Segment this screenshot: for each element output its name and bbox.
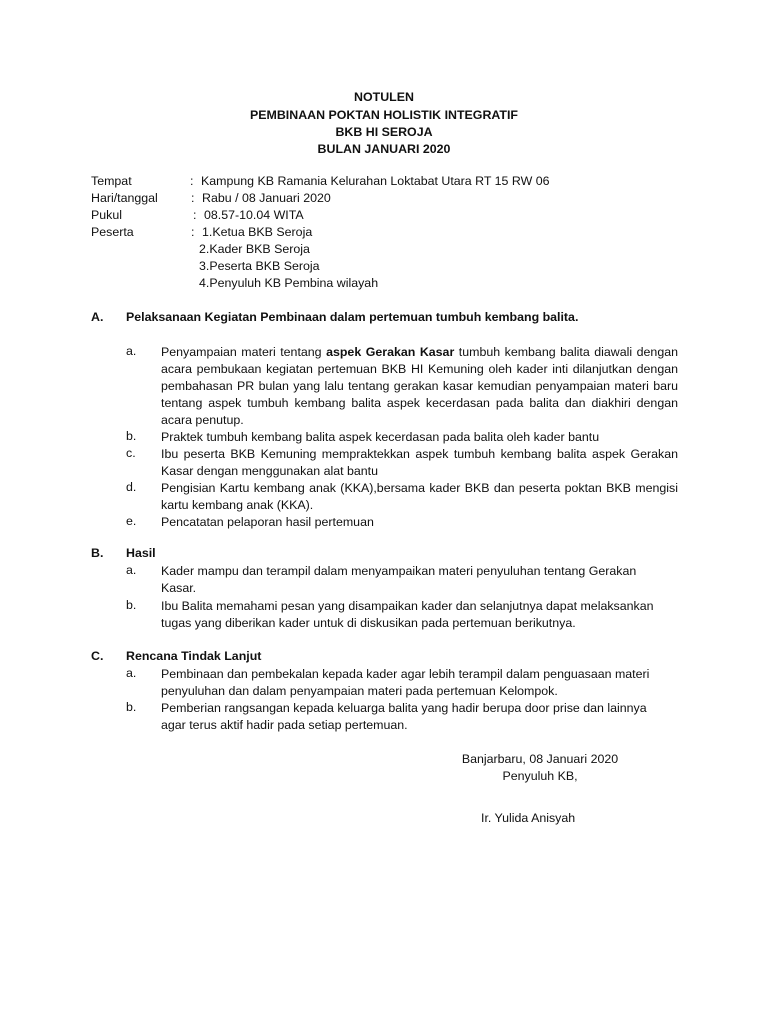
- doc-title: NOTULEN: [354, 90, 414, 104]
- section-a-item-e: Pencatatan pelaporan hasil pertemuan: [161, 515, 374, 529]
- item-letter: a.: [126, 344, 137, 358]
- peserta-colon: :: [191, 225, 195, 239]
- tempat-value: Kampung KB Ramania Kelurahan Loktabat Utara RT 15 RW 06: [201, 174, 550, 188]
- peserta-item: 3.Peserta BKB Seroja: [199, 259, 320, 273]
- item-letter: e.: [126, 514, 137, 528]
- section-c-title: Rencana Tindak Lanjut: [126, 649, 262, 663]
- section-a-title: Pelaksanaan Kegiatan Pembinaan dalam pertemuan tumbuh kembang balita.: [126, 310, 579, 324]
- item-letter: a.: [126, 563, 137, 577]
- section-c-letter: C.: [91, 649, 104, 663]
- signature-role: Penyuluh KB,: [502, 769, 578, 783]
- peserta-item: 2.Kader BKB Seroja: [199, 242, 310, 256]
- section-a-item-c: Ibu peserta BKB Kemuning mempraktekkan aspek tumbuh kembang balita aspek Gerakan Kasar dengan menggunakan alat bantu: [161, 447, 678, 478]
- item-letter: b.: [126, 429, 137, 443]
- section-b-item-b: Ibu Balita memahami pesan yang disampaikan kader dan selanjutnya dapat melaksankan tugas yang diberikan kader untuk di diskusikan pada pertemuan berikutnya.: [161, 599, 654, 630]
- tempat-label: Tempat: [91, 174, 132, 188]
- doc-group-name: BKB HI SEROJA: [335, 125, 433, 139]
- item-text: Penyampaian materi tentang: [161, 345, 327, 359]
- item-text-bold: aspek Gerakan Kasar: [326, 345, 455, 359]
- section-b-item-a: Kader mampu dan terampil dalam menyampaikan materi penyuluhan tentang Gerakan Kasar.: [161, 564, 637, 595]
- peserta-item: 4.Penyuluh KB Pembina wilayah: [199, 276, 379, 290]
- section-c-item-b: Pemberian rangsangan kepada keluarga balita yang hadir berupa door prise dan lainnya agar terus aktif hadir pada setiap pertemuan.: [161, 701, 647, 732]
- section-c-item-a: Pembinaan dan pembekalan kepada kader agar lebih terampil dalam penguasaan materi penyuluhan dan dalam penyampaian materi pada pertemuan Kelompok.: [161, 667, 650, 698]
- section-a-item-b: Praktek tumbuh kembang balita aspek kecerdasan pada balita oleh kader bantu: [161, 430, 600, 444]
- section-a-item-a: [161, 344, 678, 429]
- section-a-item-d: Pengisian Kartu kembang anak (KKA),bersama kader BKB dan peserta poktan BKB mengisi kartu kembang anak (KKA).: [161, 481, 678, 512]
- item-letter: a.: [126, 666, 137, 680]
- doc-subtitle: PEMBINAAN POKTAN HOLISTIK INTEGRATIF: [250, 108, 518, 122]
- hari-colon: :: [191, 191, 195, 205]
- pukul-value: 08.57-10.04 WITA: [204, 208, 304, 222]
- item-letter: b.: [126, 598, 137, 612]
- tempat-colon: :: [190, 174, 194, 188]
- item-letter: c.: [126, 446, 136, 460]
- peserta-label: Peserta: [91, 225, 134, 239]
- section-b-title: Hasil: [126, 546, 156, 560]
- item-letter: d.: [126, 480, 137, 494]
- signature-block: [420, 751, 660, 785]
- hari-label: Hari/tanggal: [91, 191, 158, 205]
- signature-name: Ir. Yulida Anisyah: [481, 811, 576, 825]
- signature-place-date: Banjarbaru, 08 Januari 2020: [461, 752, 619, 766]
- pukul-label: Pukul: [91, 208, 122, 222]
- doc-period: BULAN JANUARI 2020: [317, 142, 451, 156]
- item-text: tumbuh kembang balita diawali dengan acara pembukaan kegiatan pertemuan BKB HI Kemuning oleh kader inti dilanjutkan dengan pembahasan PR bulan yang lalu tentang gerakan kasar kemudian penyampaian materi baru tentang aspek tumbuh kembang balita aspek kecerdasan pada balita dan diakhiri dengan acara penutup.: [161, 345, 678, 427]
- section-b-letter: B.: [91, 546, 104, 560]
- hari-value: Rabu / 08 Januari 2020: [202, 191, 331, 205]
- item-letter: b.: [126, 700, 137, 714]
- section-a-letter: A.: [91, 310, 104, 324]
- peserta-item: 1.Ketua BKB Seroja: [202, 225, 313, 239]
- pukul-colon: :: [193, 208, 197, 222]
